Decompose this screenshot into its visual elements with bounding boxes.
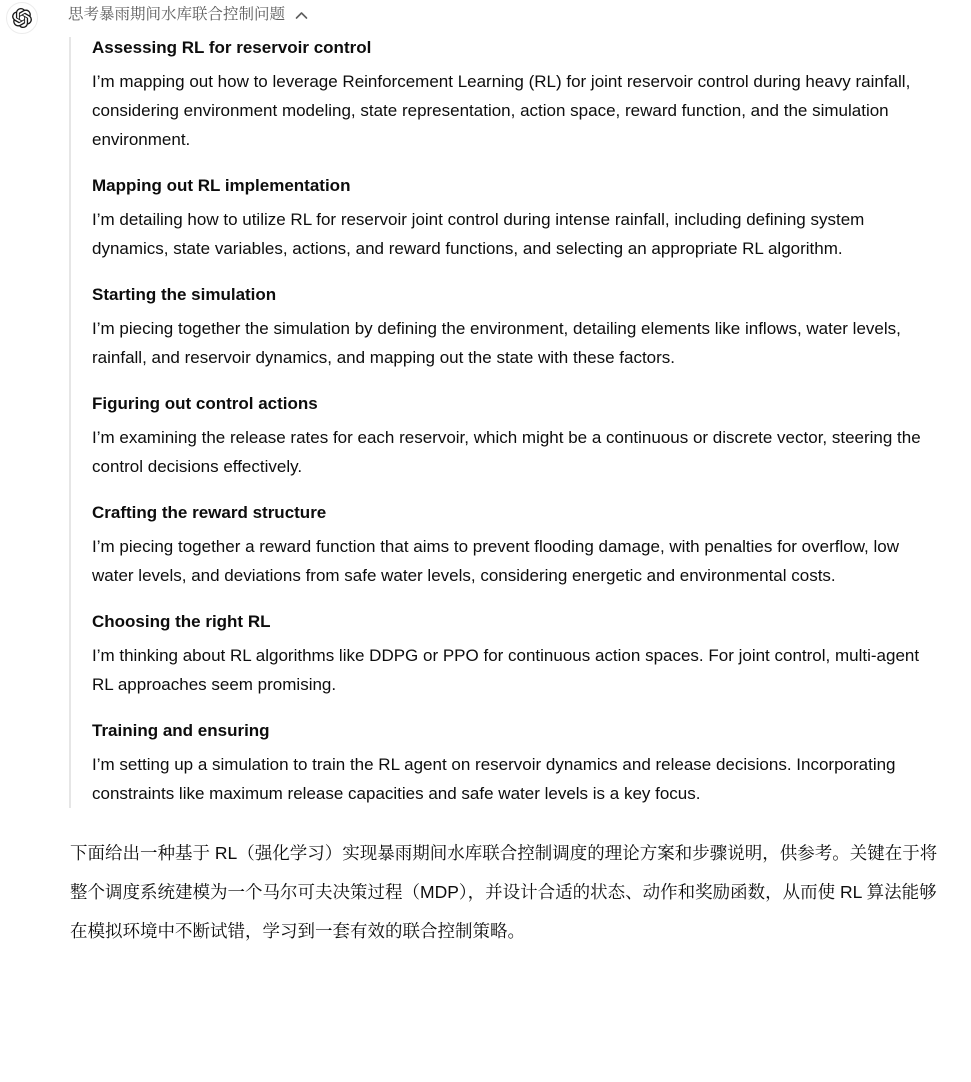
assistant-avatar — [6, 2, 38, 34]
openai-logo-icon — [12, 8, 32, 28]
thinking-section-heading: Mapping out RL implementation — [92, 176, 351, 195]
thinking-section — [92, 611, 927, 699]
thinking-section — [92, 284, 927, 372]
thinking-toggle-label: 思考暴雨期间水库联合控制问题 — [68, 6, 286, 23]
thinking-section-heading: Assessing RL for reservoir control — [92, 38, 372, 57]
thinking-section — [92, 37, 927, 154]
thinking-section-body: I’m mapping out how to leverage Reinforcement Learning (RL) for joint reservoir control during heavy rainfall, considering environment modeling, state representation, action space, reward function, and the simulation environment. — [92, 72, 911, 149]
thinking-section-body: I’m thinking about RL algorithms like DDPG or PPO for continuous action spaces. For joint control, multi-agent RL approaches seem promising. — [92, 646, 920, 694]
thinking-section — [92, 720, 927, 808]
thinking-section-body: I’m piecing together a reward function that aims to prevent flooding damage, with penalties for overflow, low water levels, and deviations from safe water levels, considering energetic and environmental costs. — [92, 537, 899, 585]
assistant-message — [68, 0, 971, 951]
chevron-up-icon — [295, 11, 308, 20]
thinking-section — [92, 393, 927, 481]
thinking-section — [92, 175, 927, 263]
thinking-section-heading: Starting the simulation — [92, 285, 277, 304]
thinking-section-body: I’m detailing how to utilize RL for reservoir joint control during intense rainfall, including defining system dynamics, state variables, actions, and reward functions, and selecting an appropriate RL algorithm. — [92, 210, 865, 258]
thinking-trace — [69, 37, 927, 808]
thinking-section-heading: Figuring out control actions — [92, 394, 318, 413]
thinking-section-body: I’m setting up a simulation to train the RL agent on reservoir dynamics and release decisions. Incorporating constraints like maximum release capacities and safe water levels is a key focus. — [92, 755, 896, 803]
thinking-section-heading: Training and ensuring — [92, 721, 270, 740]
thinking-section-body: I’m examining the release rates for each reservoir, which might be a continuous or discrete vector, steering the control decisions effectively. — [92, 428, 921, 476]
thinking-section-body: I’m piecing together the simulation by defining the environment, detailing elements like inflows, water levels, rainfall, and reservoir dynamics, and mapping out the state with these factors. — [92, 319, 901, 367]
thinking-section-heading: Choosing the right RL — [92, 612, 271, 631]
thinking-section-heading: Crafting the reward structure — [92, 503, 327, 522]
thinking-section — [92, 502, 927, 590]
answer-paragraph: 下面给出一种基于 RL（强化学习）实现暴雨期间水库联合控制调度的理论方案和步骤说明，供参考。关键在于将整个调度系统建模为一个马尔可夫决策过程（MDP），并设计合适的状态、动作和奖励函数，从而使 RL 算法能够在模拟环境中不断试错，学习到一套有效的联合控制策略。 — [70, 843, 938, 941]
thinking-toggle-button[interactable] — [68, 4, 308, 25]
